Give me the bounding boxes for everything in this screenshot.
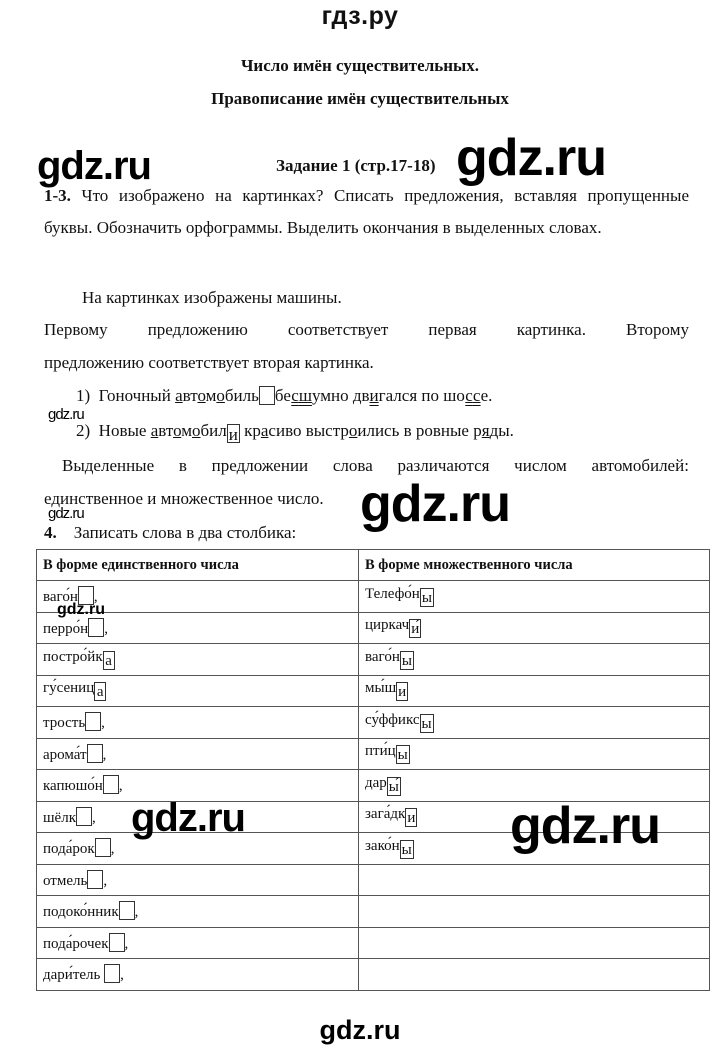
- word: Выделенные: [62, 456, 155, 475]
- watermark: gdz.ru: [57, 601, 105, 618]
- watermark: gdz.ru: [131, 796, 245, 840]
- column-header-singular: В форме единственного числа: [37, 550, 359, 581]
- instruction-text: Что изображено на картинках? Списать предложения, вставляя пропущенные буквы. Обозначить орфограммы. Выделить окончания в выделенных словах.: [44, 186, 689, 237]
- cell-plural: [359, 707, 710, 739]
- exercise-number: 1-3.: [44, 186, 71, 205]
- table-row: [37, 707, 710, 739]
- ending-box: а: [103, 651, 115, 670]
- word: шоссе.: [443, 386, 493, 405]
- word-stem: зага́дк: [365, 806, 406, 823]
- ending-box: ы: [421, 589, 432, 606]
- column-header-plural: В форме множественного числа: [359, 550, 710, 581]
- ending-box: ы: [421, 715, 432, 732]
- exercise-number: 4.: [44, 523, 57, 542]
- word: красиво: [244, 421, 302, 440]
- ending-box: ы: [401, 652, 412, 669]
- word-stem: арома́т: [43, 746, 87, 763]
- cell-plural: [359, 959, 710, 991]
- table-row: [37, 581, 710, 613]
- word-stem: отмель: [43, 872, 88, 889]
- ending-box: и: [398, 684, 407, 701]
- word: двигался: [352, 386, 418, 405]
- conclusion-text: единственное и множественное число.: [44, 489, 324, 508]
- watermark: gdz.ru: [360, 475, 510, 533]
- word-stem: трость: [43, 715, 86, 732]
- punctuation: ,: [118, 778, 123, 795]
- watermark: gdz.ru: [48, 505, 84, 522]
- word-stem: подоко́нник: [43, 904, 119, 921]
- cell-plural: [359, 581, 710, 613]
- table-row: [37, 959, 710, 991]
- cell-singular: [37, 959, 359, 991]
- ending-box: [103, 775, 119, 794]
- sentence-1: [76, 386, 492, 406]
- word: в: [178, 456, 187, 475]
- word: Второму: [626, 320, 689, 339]
- watermark: gdz.ru: [48, 406, 84, 423]
- word-stem: пода́рок: [43, 841, 95, 858]
- ending-box: [109, 933, 125, 952]
- word-stem: дар: [365, 774, 387, 791]
- punctuation: ,: [102, 746, 107, 763]
- ending-box: [95, 838, 111, 857]
- ending-box: и: [228, 425, 238, 444]
- punctuation: ,: [103, 872, 108, 889]
- table-header-row: [37, 550, 710, 581]
- cell-singular: [37, 738, 359, 770]
- word: первая: [428, 320, 477, 339]
- words-table: [36, 549, 710, 991]
- word: соответствует: [287, 320, 389, 339]
- sentence-number: 2): [76, 421, 91, 440]
- table-row: [37, 927, 710, 959]
- cell-plural: [359, 738, 710, 770]
- word-stem: ваго́н: [365, 648, 400, 665]
- word: в ровные: [403, 421, 469, 440]
- word: выстроились: [305, 421, 400, 440]
- word: по: [421, 386, 439, 405]
- ending-box: [85, 712, 101, 731]
- cell-plural: [359, 675, 710, 707]
- word: предложении: [211, 456, 309, 475]
- punctuation: ,: [110, 841, 115, 858]
- table-row: [37, 644, 710, 676]
- word-stem: Телефо́н: [365, 585, 420, 602]
- word-stem: шёлк: [43, 809, 76, 826]
- ending-box: ы́: [388, 778, 399, 795]
- word-stem: ваго́н: [43, 589, 78, 606]
- punctuation: ,: [104, 620, 108, 637]
- word: ряды.: [473, 421, 514, 440]
- watermark: gdz.ru: [37, 144, 151, 188]
- answer-line: [44, 320, 689, 340]
- cell-plural: [359, 864, 710, 896]
- cell-plural: [359, 644, 710, 676]
- word: Новые: [98, 421, 147, 440]
- word-stem: мы́ш: [365, 680, 397, 697]
- punctuation: ,: [101, 715, 105, 732]
- word: предложению: [147, 320, 248, 339]
- highlighted-word: автомобиль: [175, 386, 275, 405]
- page-subtitle: Правописание имён существительных: [211, 89, 509, 108]
- word-stem: пти́ц: [365, 743, 396, 760]
- cell-plural: [359, 612, 710, 644]
- cell-plural: [359, 896, 710, 928]
- page-title: Число имён существительных.: [240, 56, 480, 75]
- sentence-number: 1): [76, 386, 91, 405]
- punctuation: ,: [91, 809, 96, 826]
- ending-box: [87, 744, 103, 763]
- sentence-2: [76, 421, 514, 443]
- exercise-4-instruction: [44, 523, 296, 543]
- ending-box: [76, 807, 92, 826]
- answer-text: На картинках изображены машины.: [82, 288, 342, 307]
- ending-box: [104, 964, 120, 983]
- conclusion-line: [62, 456, 689, 476]
- word-stem: постро́йк: [43, 648, 103, 665]
- word-stem: пода́рочек: [43, 935, 109, 952]
- word-stem: су́ффикс: [365, 711, 420, 728]
- highlighted-word: автомобил и: [150, 421, 238, 444]
- punctuation: ,: [93, 589, 98, 606]
- word-stem: дари́тель: [43, 967, 105, 984]
- watermark: gdz.ru: [456, 129, 606, 187]
- word-stem: гу́сениц: [43, 680, 95, 697]
- punctuation: ,: [134, 904, 139, 921]
- word: картинка.: [516, 320, 586, 339]
- word-stem: зако́н: [365, 837, 400, 854]
- word-stem: капюшо́н: [43, 778, 103, 795]
- cell-singular: [37, 896, 359, 928]
- word: бесшумно: [274, 386, 349, 405]
- word: Первому: [44, 320, 108, 339]
- cell-singular: [37, 927, 359, 959]
- ending-box: и́: [411, 621, 420, 638]
- word-stem: перро́н: [43, 620, 89, 637]
- word: числом: [514, 456, 567, 475]
- punctuation: ,: [124, 935, 129, 952]
- ending-box: [88, 618, 104, 637]
- table-row: [37, 738, 710, 770]
- cell-singular: [37, 644, 359, 676]
- ending-box: а: [94, 682, 106, 701]
- footer-watermark: gdz.ru: [319, 1015, 401, 1045]
- instruction-text: Записать слова в два столбика:: [73, 523, 297, 542]
- ending-box: [87, 870, 103, 889]
- table-row: [37, 612, 710, 644]
- word: слова: [332, 456, 373, 475]
- table-row: [37, 675, 710, 707]
- watermark: gdz.ru: [510, 797, 660, 855]
- table-row: [37, 864, 710, 896]
- cell-singular: [37, 707, 359, 739]
- site-header: гдз.ру: [321, 2, 399, 30]
- ending-box: ы: [397, 747, 408, 764]
- cell-singular: [37, 864, 359, 896]
- cell-plural: [359, 927, 710, 959]
- punctuation: ,: [120, 967, 124, 984]
- cell-singular: [37, 675, 359, 707]
- exercise-1-3-instruction: [44, 180, 689, 244]
- ending-box: и: [407, 810, 416, 827]
- word: автомобилей:: [591, 456, 689, 475]
- word: Гоночный: [98, 386, 171, 405]
- table-row: [37, 896, 710, 928]
- word-stem: циркач: [365, 617, 410, 634]
- task-title: Задание 1 (стр.17-18): [276, 156, 436, 175]
- ending-box: ы: [401, 841, 412, 858]
- ending-box: [259, 386, 275, 405]
- answer-text: предложению соответствует вторая картинка.: [44, 353, 374, 372]
- ending-box: [119, 901, 135, 920]
- word: различаются: [397, 456, 490, 475]
